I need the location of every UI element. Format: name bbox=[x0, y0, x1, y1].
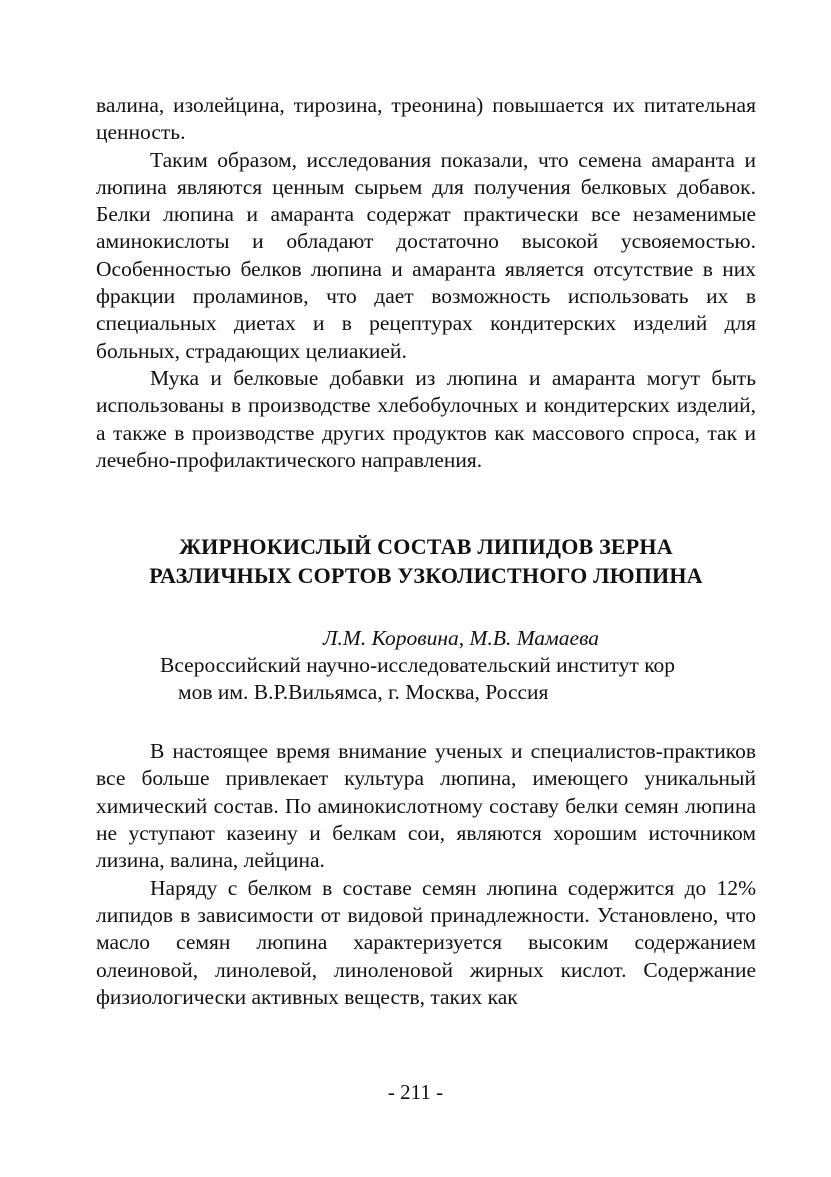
paragraph-lipids: Наряду с белком в составе семян люпина содержится до 12% липидов в зависимости от видовой принадлежности. Установлено, что масло семян люпина характеризуется высоким содержанием олеиновой, линолевой, линоленовой жирных кислот. Содержание физиологически активных веществ, таких как bbox=[96, 875, 756, 1009]
paragraph-usage: Мука и белковые добавки из люпина и амаранта могут быть использованы в производстве хлебобулочных и кондитерских изделий, а также в производстве других продуктов как массового спроса, так и лечебно-профилактического направления. bbox=[96, 365, 756, 472]
article-authors: Л.М. Коровина, М.В. Мамаева bbox=[322, 626, 600, 651]
affiliation-line-1: Всероссийский научно-исследовательский институт кор bbox=[160, 653, 676, 678]
paragraph-continuation: валина, изолейцина, тирозина, треонина) повышается их питательная ценность. bbox=[96, 93, 756, 145]
spacer bbox=[96, 706, 756, 738]
article-title bbox=[96, 532, 756, 590]
article-affiliation bbox=[96, 652, 756, 706]
affiliation-line-2: мов им. В.Р.Вильямса, г. Москва, Россия bbox=[178, 680, 549, 705]
article-title-line-1: ЖИРНОКИСЛЫЙ СОСТАВ ЛИПИДОВ ЗЕРНА bbox=[179, 534, 673, 560]
paragraph-intro: В настоящее время внимание ученых и специалистов-практиков все больше привлекает культура люпина, имеющего уникальный химический состав. По аминокислотному составу белки семян люпина не уступают казеину и белкам сои, являются хорошим источником лизина, валина, лейцина. bbox=[96, 739, 756, 873]
page-content bbox=[96, 92, 756, 1011]
page-number: - 211 - bbox=[387, 1080, 444, 1104]
paragraph-conclusion: Таким образом, исследования показали, что семена амаранта и люпина являются ценным сырьем для получения белковых добавок. Белки люпина и амаранта содержат практически все незаменимые аминокислоты и обладают достаточно высокой усвояемостью. Особенностью белков люпина и амаранта является отсутствие в них фракции проламинов, что дает возможность использовать их в специальных диетах и в рецептурах кондитерских изделий для больных, страдающих целиакией. bbox=[96, 147, 756, 363]
article-title-line-2: РАЗЛИЧНЫХ СОРТОВ УЗКОЛИСТНОГО ЛЮПИНА bbox=[149, 563, 703, 589]
